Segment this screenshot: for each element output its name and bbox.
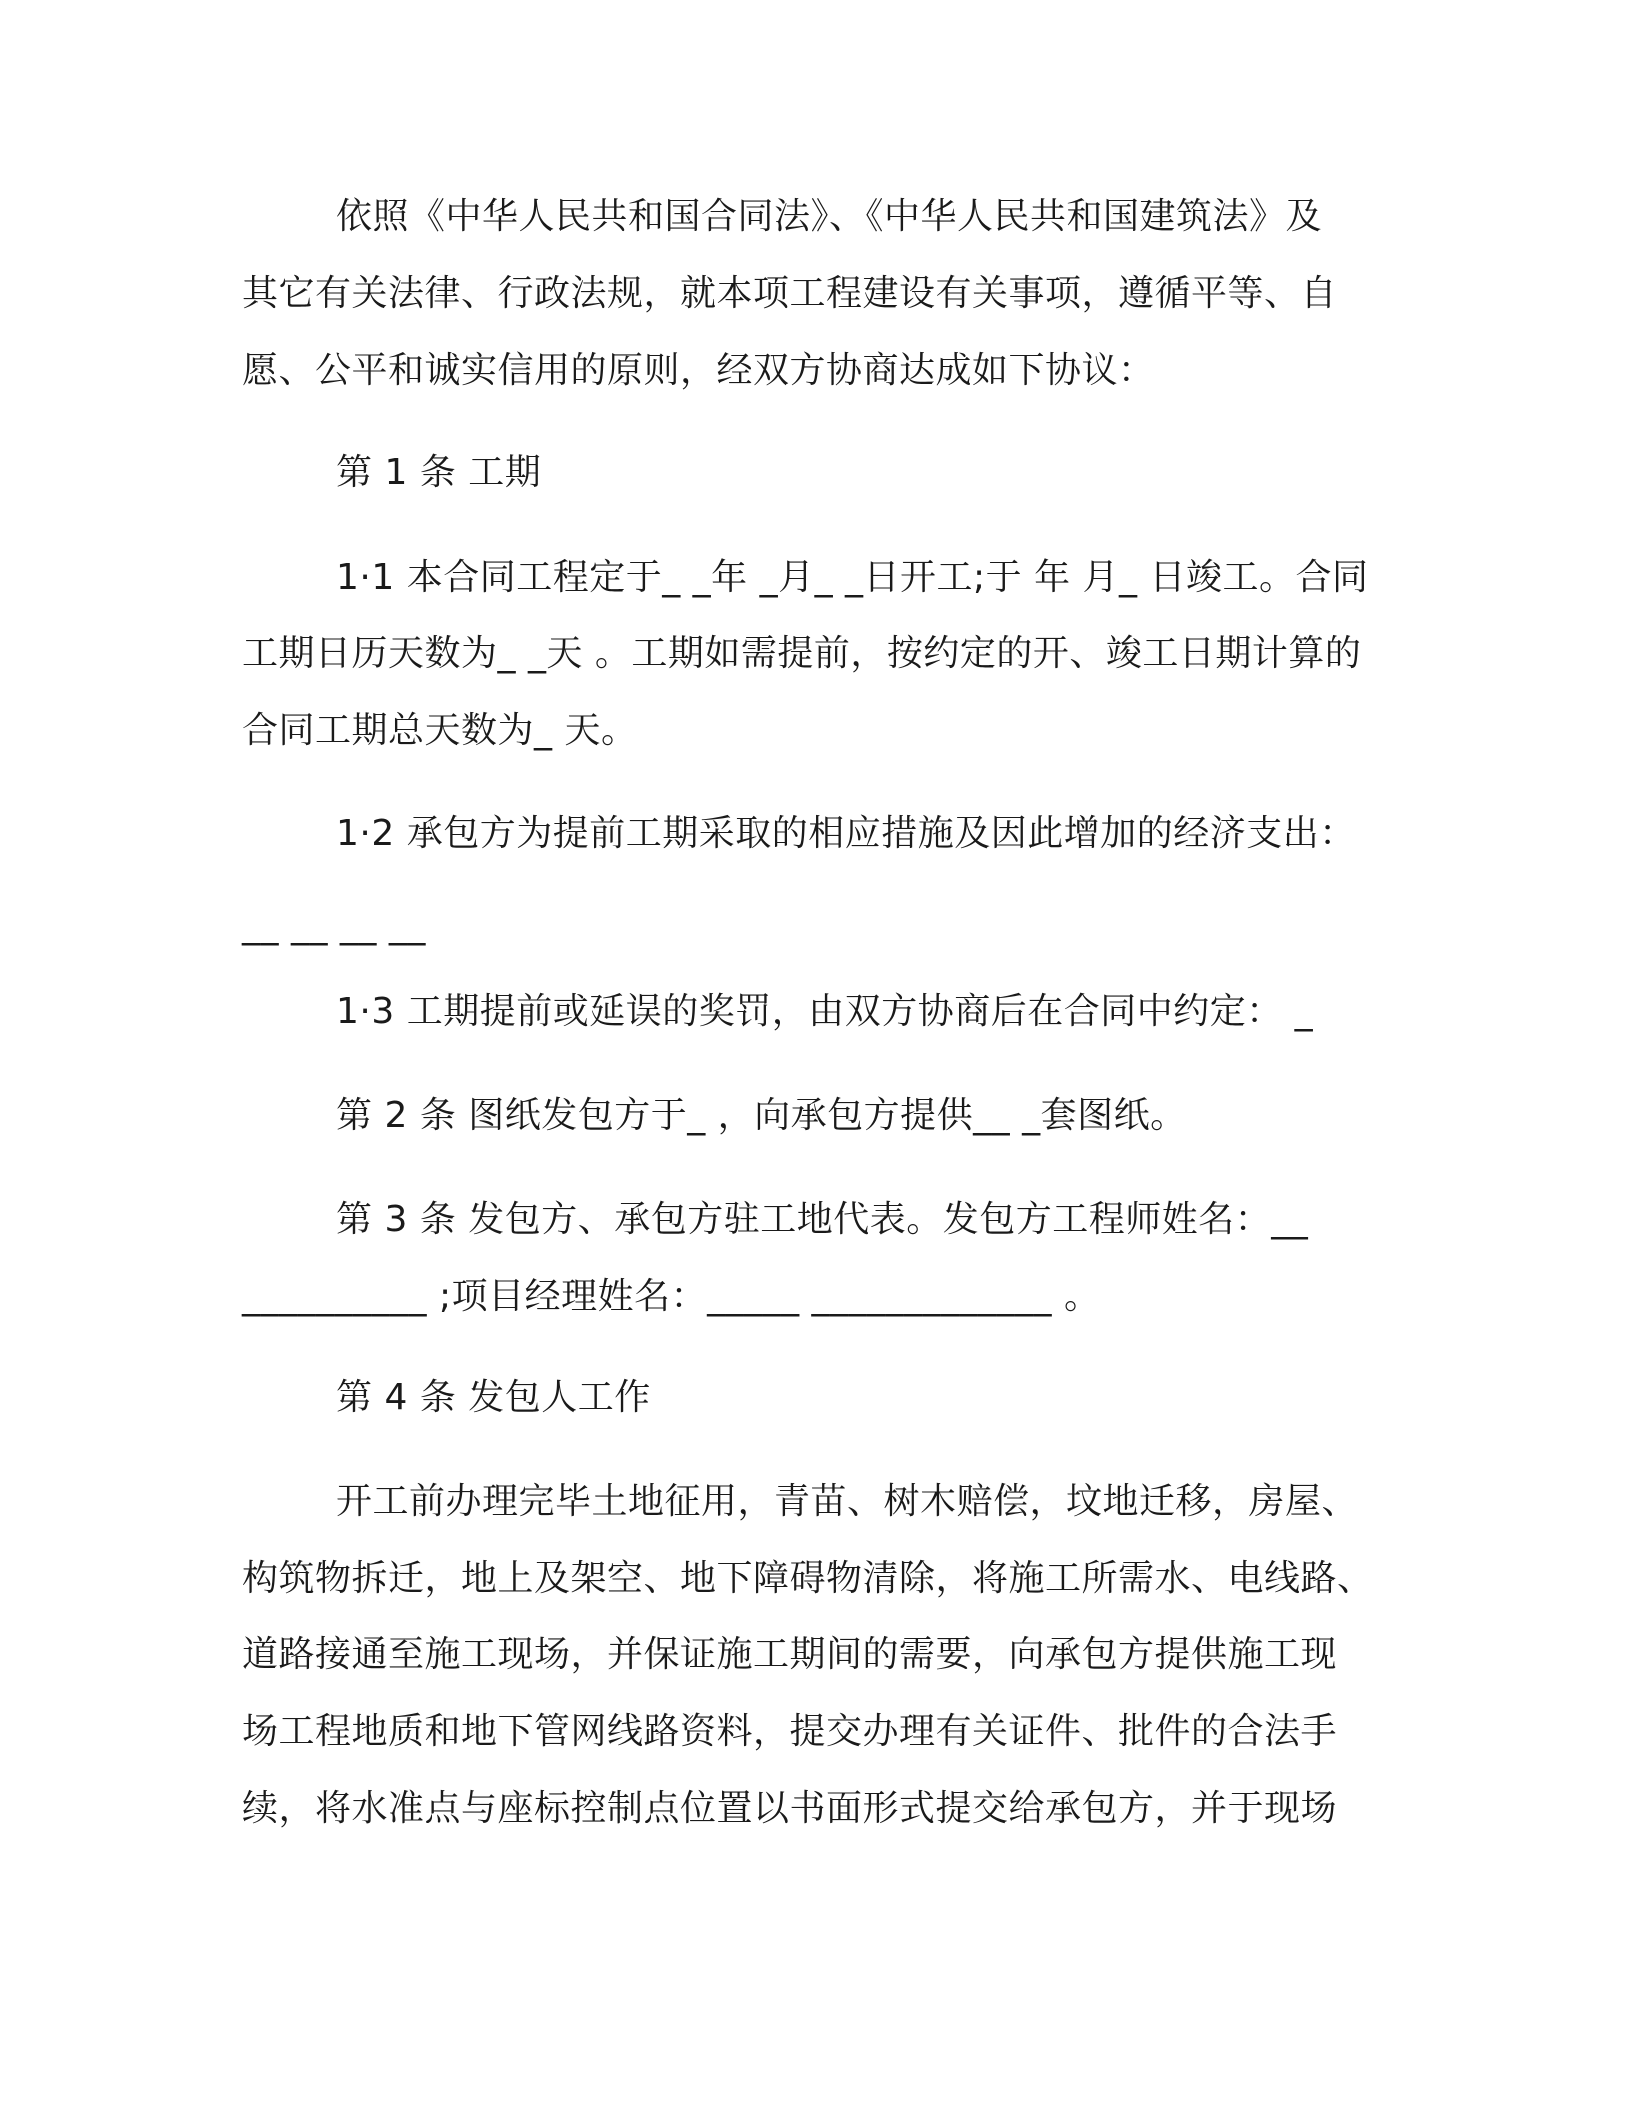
preamble-line-2: 其它有关法律、行政法规，就本项工程建设有关事项，遵循平等、自: [242, 273, 1338, 314]
article-1-title: 第 1 条 工期: [336, 452, 542, 493]
article-4-body-line-2: 构筑物拆迁，地上及架空、地下障碍物清除，将施工所需水、电线路、: [242, 1558, 1374, 1599]
preamble-line-1: 依照《中华人民共和国合同法》、《中华人民共和国建筑法》及: [336, 196, 1323, 237]
article-3-line-1: 第 3 条 发包方、承包方驻工地代表。发包方工程师姓名：__: [336, 1199, 1309, 1240]
preamble-line-3: 愿、公平和诚实信用的原则，经双方协商达成如下协议：: [242, 350, 1155, 391]
article-4-title: 第 4 条 发包人工作: [336, 1377, 651, 1418]
clause-1-1-line-2: 工期日历天数为_ _天 。工期如需提前，按约定的开、竣工日期计算的: [242, 633, 1362, 674]
article-3-line-2: __________ ;项目经理姓名：_____ _____________ 。: [242, 1276, 1101, 1317]
clause-1-1-line-3: 合同工期总天数为_ 天。: [242, 710, 638, 751]
article-4-body-line-3: 道路接通至施工现场，并保证施工期间的需要，向承包方提供施工现: [242, 1634, 1338, 1675]
clause-1-1-line-1: 1·1 本合同工程定于_ _年 _月_ _日开工;于 年 月_ 日竣工。合同: [336, 557, 1369, 598]
article-4-body-line-1: 开工前办理完毕土地征用，青苗、树木赔偿，坟地迁移，房屋、: [336, 1481, 1359, 1522]
clause-1-3: 1·3 工期提前或延误的奖罚，由双方协商后在合同中约定： _: [336, 991, 1314, 1032]
article-2: 第 2 条 图纸发包方于_ ，向承包方提供__ _套图纸。: [336, 1095, 1187, 1136]
article-4-body-line-5: 续，将水准点与座标控制点位置以书面形式提交给承包方，并于现场: [242, 1788, 1338, 1829]
article-4-body-line-4: 场工程地质和地下管网线路资料，提交办理有关证件、批件的合法手: [242, 1711, 1338, 1752]
clause-1-2-line-1: 1·2 承包方为提前工期采取的相应措施及因此增加的经济支出：: [336, 813, 1356, 854]
clause-1-2-blanks: __ __ __ __: [242, 905, 426, 946]
